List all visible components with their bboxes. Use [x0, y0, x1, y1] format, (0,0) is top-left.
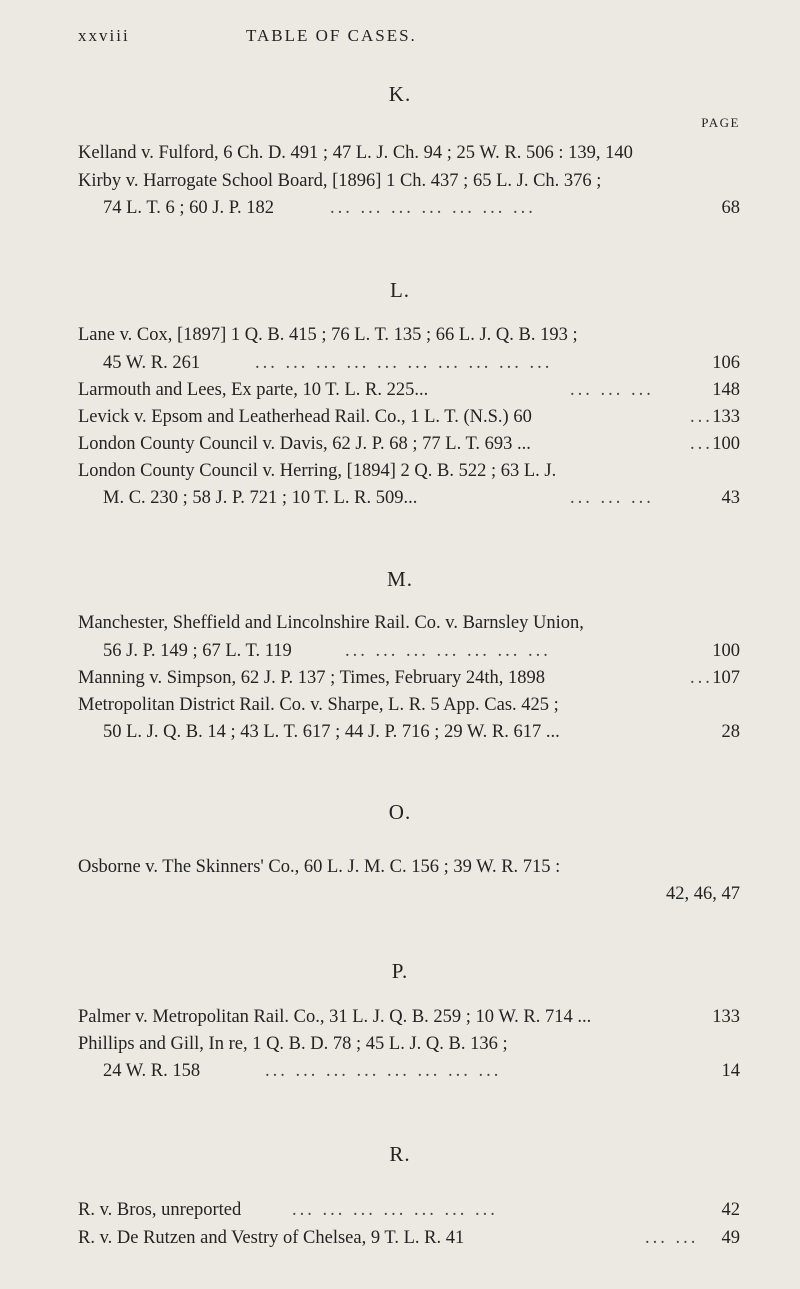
page-ref: 148 [712, 380, 740, 400]
page-ref: 49 [721, 1228, 740, 1248]
entry-line [0, 722, 800, 748]
page-ref: 107 [712, 668, 740, 688]
dot-leader: ... ... ... ... ... ... ... [330, 198, 536, 218]
entry-line [0, 434, 800, 460]
entry-line [0, 695, 800, 721]
entry-line [0, 380, 800, 406]
dot-leader: ... ... ... ... ... ... ... ... [265, 1061, 502, 1081]
dot-leader: ... ... ... ... ... ... ... ... ... ... [255, 353, 553, 373]
section-heading-m: M. [387, 567, 413, 591]
page-ref: 100 [712, 641, 740, 661]
running-head [78, 26, 748, 50]
section-heading-r: R. [389, 1142, 411, 1166]
entry-line [0, 668, 800, 694]
page-ref: 68 [721, 198, 740, 218]
page-ref: 133 [712, 407, 740, 427]
entry-text: Kirby v. Harrogate School Board, [1896] 1 Ch. 437 ; 65 L. J. Ch. 376 ; [78, 171, 602, 191]
entry-line [0, 1034, 800, 1060]
entry-text: Palmer v. Metropolitan Rail. Co., 31 L. J. Q. B. 259 ; 10 W. R. 714 ... [78, 1007, 592, 1027]
entry-text: Osborne v. The Skinners' Co., 60 L. J. M. C. 156 ; 39 W. R. 715 : [78, 857, 561, 877]
entry-line [0, 198, 800, 224]
dot-leader: ... ... ... [570, 380, 654, 400]
page-ref: 43 [721, 488, 740, 508]
page-folio: xxviii [78, 26, 130, 45]
entry-text: Levick v. Epsom and Leatherhead Rail. Co., 1 L. T. (N.S.) 60 [78, 407, 532, 427]
entry-line [0, 353, 800, 379]
page-ref: 106 [712, 353, 740, 373]
page-ref: 42 [721, 1200, 740, 1220]
entry-text: 24 W. R. 158 [103, 1061, 201, 1081]
entry-text: Kelland v. Fulford, 6 Ch. D. 491 ; 47 L. J. Ch. 94 ; 25 W. R. 506 : 139, 140 [78, 143, 633, 163]
entry-line [0, 1200, 800, 1226]
entry-line [0, 407, 800, 433]
dot-leader: ... ... [645, 1228, 699, 1248]
entry-line [0, 171, 800, 197]
dot-leader: ... [690, 434, 713, 454]
entry-line [0, 461, 800, 487]
entry-line [0, 488, 800, 514]
entry-text: 50 L. J. Q. B. 14 ; 43 L. T. 617 ; 44 J. P. 716 ; 29 W. R. 617 ... [103, 722, 560, 742]
section-heading-l: L. [389, 278, 411, 302]
running-title: TABLE OF CASES. [246, 26, 417, 45]
entry-text: Phillips and Gill, In re, 1 Q. B. D. 78 ; 45 L. J. Q. B. 136 ; [78, 1034, 508, 1054]
dot-leader: ... ... ... ... ... ... ... [292, 1200, 498, 1220]
entry-line [0, 325, 800, 351]
section-heading-o: O. [388, 800, 412, 824]
entry-line [0, 857, 800, 883]
page-ref: 133 [712, 1007, 740, 1027]
section-heading-k: K. [388, 82, 412, 106]
dot-leader: ... ... ... ... ... ... ... [345, 641, 551, 661]
entry-line [0, 884, 800, 910]
dot-leader: ... [690, 668, 713, 688]
entry-text: 45 W. R. 261 [103, 353, 201, 373]
entry-line [0, 143, 800, 169]
entry-line [0, 1228, 800, 1254]
page-ref: 14 [721, 1061, 740, 1081]
entry-line [0, 613, 800, 639]
page-ref: 42, 46, 47 [666, 884, 740, 904]
entry-text: London County Council v. Davis, 62 J. P. 68 ; 77 L. T. 693 ... [78, 434, 531, 454]
dot-leader: ... ... ... [570, 488, 654, 508]
page-column-label: PAGE [701, 115, 740, 130]
entry-line [0, 1061, 800, 1087]
entry-text: Metropolitan District Rail. Co. v. Sharpe, L. R. 5 App. Cas. 425 ; [78, 695, 559, 715]
entry-text: R. v. De Rutzen and Vestry of Chelsea, 9 T. L. R. 41 [78, 1228, 465, 1248]
entry-text: 56 J. P. 149 ; 67 L. T. 119 [103, 641, 292, 661]
entry-text: M. C. 230 ; 58 J. P. 721 ; 10 T. L. R. 509... [103, 488, 418, 508]
entry-text: Manchester, Sheffield and Lincolnshire Rail. Co. v. Barnsley Union, [78, 613, 584, 633]
entry-line [0, 641, 800, 667]
page-ref: 28 [721, 722, 740, 742]
page-ref: 100 [712, 434, 740, 454]
entry-text: R. v. Bros, unreported [78, 1200, 242, 1220]
entry-text: 74 L. T. 6 ; 60 J. P. 182 [103, 198, 274, 218]
entry-text: London County Council v. Herring, [1894] 2 Q. B. 522 ; 63 L. J. [78, 461, 557, 481]
section-heading-p: P. [391, 959, 409, 983]
entry-line [0, 1007, 800, 1033]
entry-text: Manning v. Simpson, 62 J. P. 137 ; Times, February 24th, 1898 [78, 668, 545, 688]
dot-leader: ... [690, 407, 713, 427]
entry-text: Larmouth and Lees, Ex parte, 10 T. L. R. 225... [78, 380, 429, 400]
entry-text: Lane v. Cox, [1897] 1 Q. B. 415 ; 76 L. T. 135 ; 66 L. J. Q. B. 193 ; [78, 325, 578, 345]
